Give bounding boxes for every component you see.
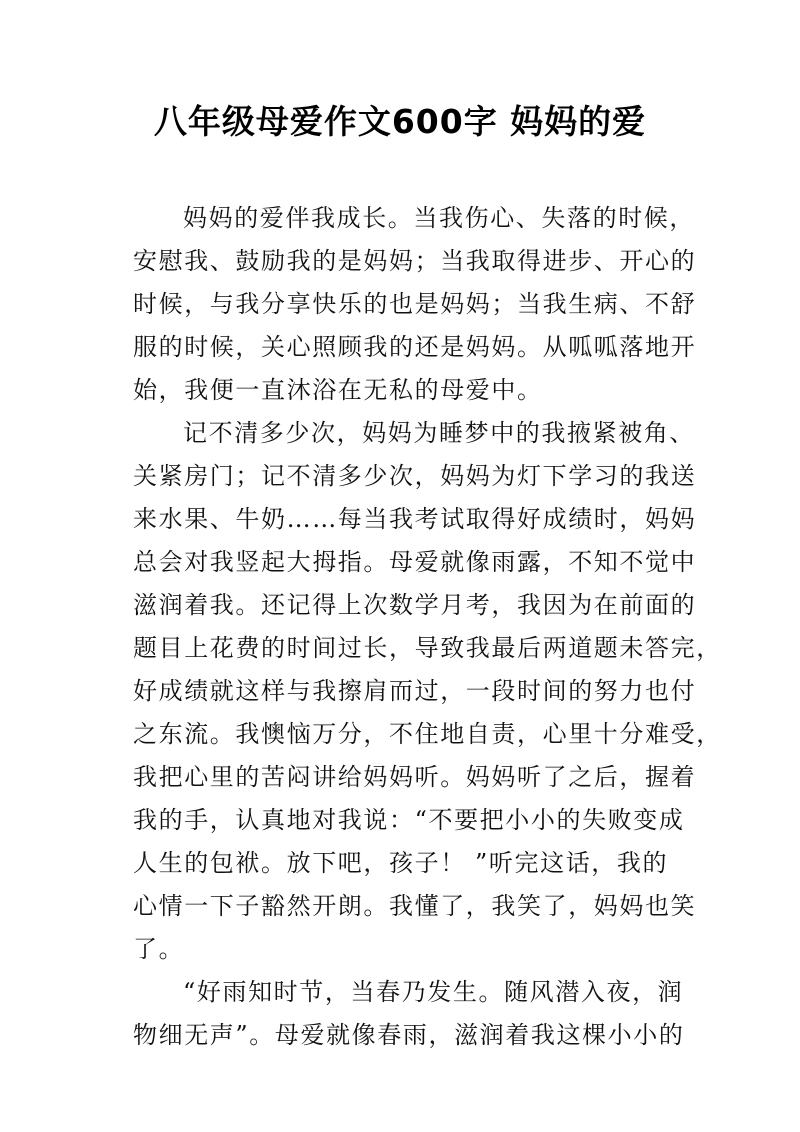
paragraph: [133, 197, 697, 412]
text-line: 总会对我竖起大拇指。母爱就像雨露，不知不觉中: [133, 548, 697, 576]
text-line: 安慰我、鼓励我的是妈妈；当我取得进步、开心的: [133, 247, 697, 275]
text-line: 妈妈的爱伴我成长。当我伤心、失落的时候，: [183, 204, 695, 232]
text-line: 来水果、牛奶……每当我考试取得好成绩时，妈妈: [133, 505, 697, 533]
text-line: 我的手，认真地对我说：“不要把小小的失败变成: [133, 806, 685, 834]
text-line: 人生的包袱。放下吧，孩子！ ”听完这话，我的: [133, 849, 669, 877]
text-line: 记不清多少次，妈妈为睡梦中的我掖紧被角、: [183, 419, 695, 447]
document-title: 八年级母爱作文600字 妈妈的爱: [153, 102, 647, 141]
text-line: 物细无声”。母爱就像春雨，滋润着我这棵小小的: [133, 1021, 685, 1049]
text-line: 之东流。我懊恼万分，不住地自责，心里十分难受，: [133, 720, 722, 748]
text-line: 心情一下子豁然开朗。我懂了，我笑了，妈妈也笑: [133, 892, 697, 920]
paragraph: [133, 412, 722, 971]
text-line: 了。: [133, 935, 185, 963]
text-line: 好成绩就这样与我擦肩而过，一段时间的努力也付: [133, 677, 697, 705]
text-line: 时候，与我分享快乐的也是妈妈；当我生病、不舒: [133, 290, 697, 318]
text-line: “好雨知时节，当春乃发生。随风潜入夜，润: [183, 978, 684, 1006]
text-line: 滋润着我。还记得上次数学月考，我因为在前面的: [133, 591, 697, 619]
text-line: 始，我便一直沐浴在无私的母爱中。: [133, 376, 543, 404]
document-body: [133, 197, 722, 1057]
text-line: 服的时候，关心照顾我的还是妈妈。从呱呱落地开: [133, 333, 697, 361]
text-line: 我把心里的苦闷讲给妈妈听。妈妈听了之后，握着: [133, 763, 697, 791]
text-line: 题目上花费的时间过长，导致我最后两道题未答完，: [133, 634, 722, 662]
paragraph: [133, 971, 693, 1057]
text-line: 关紧房门；记不清多少次，妈妈为灯下学习的我送: [133, 462, 697, 490]
